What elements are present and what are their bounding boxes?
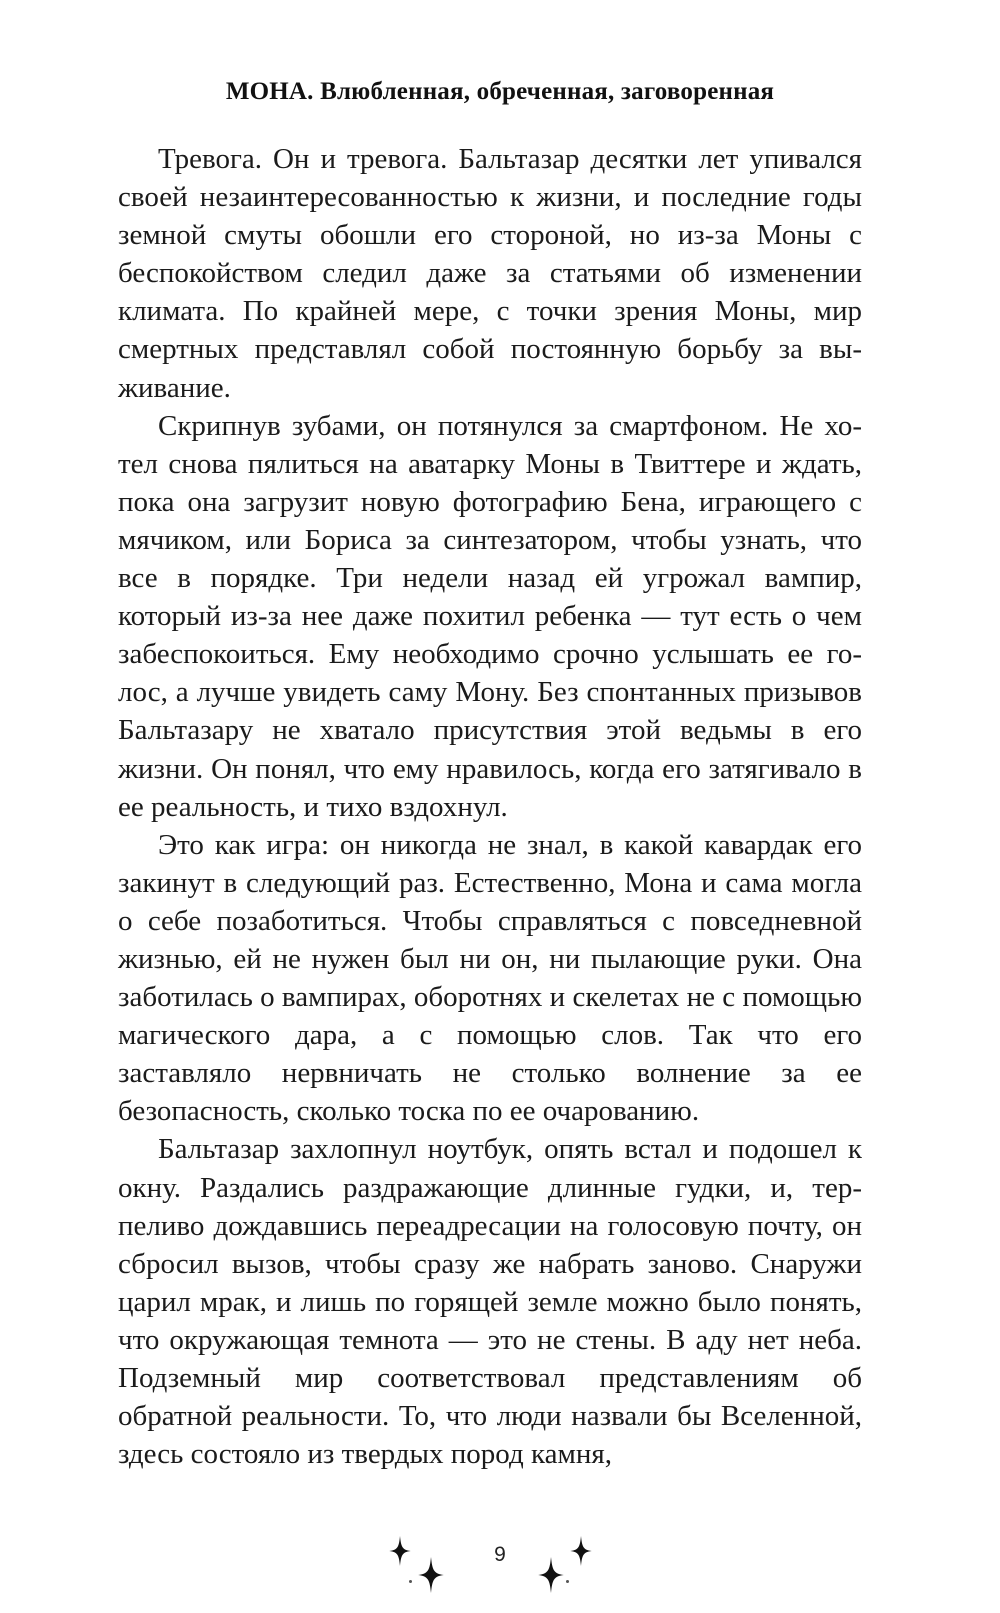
- ornament-dot: [409, 1580, 412, 1583]
- star-icon: [570, 1536, 592, 1566]
- body-text: [118, 140, 862, 1473]
- star-icon: [538, 1557, 564, 1593]
- star-icon: [418, 1557, 444, 1593]
- paragraph-2: Скрипнув зубами, он потянулся за смартфоном. Не хотел снова пялиться на аватарку Моны в Твиттере и ждать, пока она загрузит новую фотографию Бена, играющего с мячиком, или Бориса за синтезатором, чтобы узнать, что все в порядке. Три недели назад ей угрожал вампир, который из-за нее даже похитил ребенка — тут есть о чем забеспокоиться. Ему необходимо срочно услышать ее голос, а лучше увидеть саму Мону. Без спонтанных призывов Бальтазару не хватало присутствия этой ведьмы в его жизни. Он понял, что ему нравилось, когда его затягивало в ее реальность, и тихо вздохнул.: [118, 409, 862, 823]
- page-footer: [0, 1543, 1000, 1613]
- page-number: 9: [494, 1543, 506, 1566]
- ornament-dot: [566, 1580, 569, 1583]
- running-title: МОНА. Влюбленная, обреченная, заговоренная: [225, 78, 775, 105]
- paragraph-4: Бальтазар захлопнул ноутбук, опять встал и подошел к окну. Раздались раздражающие длинные гудки, и, терпеливо дождавшись переадресации на голосовую почту, он сбросил вызов, чтобы сразу же набрать заново. Снаружи царил мрак, и лишь по горящей земле можно было понять, что окружающая темнота — это не стены. В аду нет неба. Подземный мир соответствовал представлениям об обратной реальности. То, что люди назвали бы Вселенной, здесь состояло из твердых пород камня,: [118, 1133, 862, 1471]
- paragraph-1: Тревога. Он и тревога. Бальтазар десятки лет упивался своей незаинтересованностью к жизни, и последние годы земной смуты обошли его стороной, но из-за Моны с беспокойством следил даже за статьями об изменении климата. По крайней мере, с точки зрения Моны, мир смертных представлял собой постоянную борьбу за выживание.: [118, 143, 862, 404]
- paragraph-3: Это как игра: он никогда не знал, в какой кавардак его закинут в следующий раз. Естественно, Мона и сама могла о себе позаботиться. Чтобы справляться с повседневной жизнью, ей не нужен был ни он, ни пылающие руки. Она заботилась о вампирах, оборотнях и скелетах не с помощью магического дара, а с помощью слов. Так что его заставляло нервничать не столько волнение за ее безопасность, сколько тоска по ее очарованию.: [118, 828, 862, 1128]
- star-icon: [389, 1536, 411, 1566]
